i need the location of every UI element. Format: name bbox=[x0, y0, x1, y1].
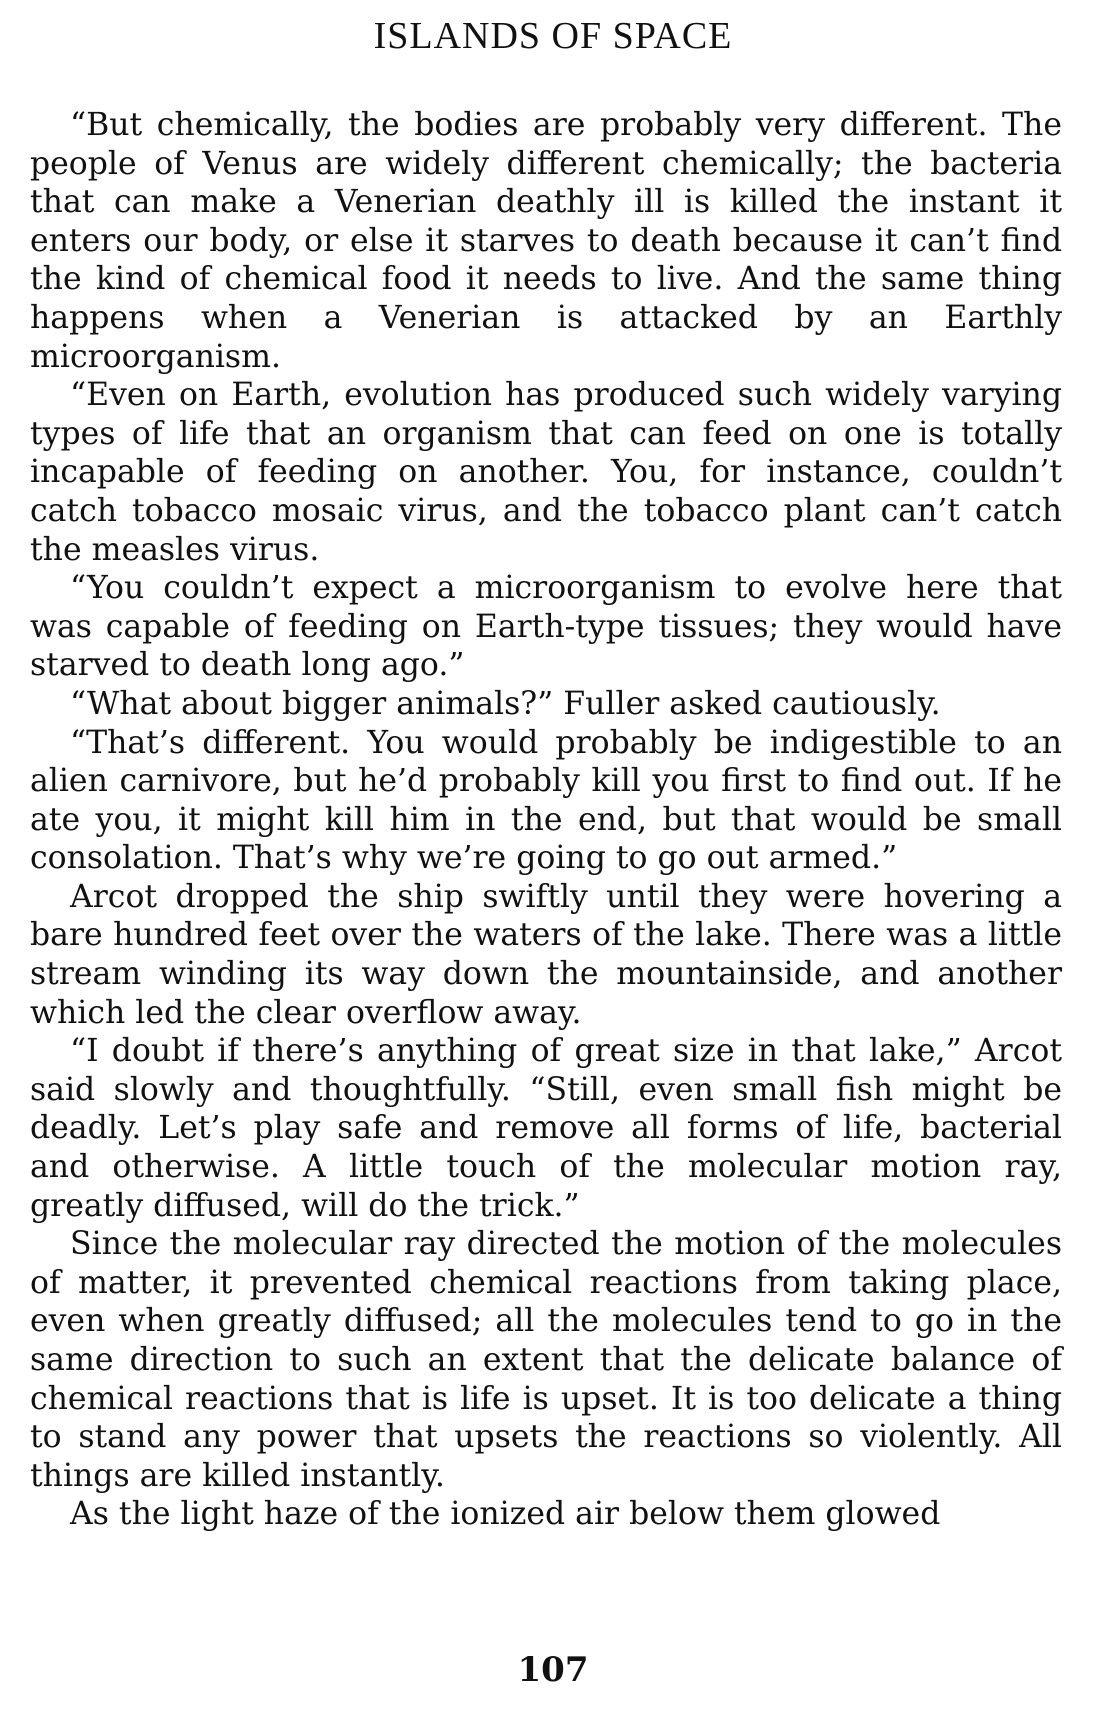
paragraph: “That’s different. You would probably be indigestible to an alien carnivore, but he’d probably kill you first to find out. If he ate you, it might kill him in the end, but that would be small consolation. That’s why we’re going to go out armed.” bbox=[30, 724, 1062, 877]
page-number: 107 bbox=[517, 1650, 589, 1690]
paragraph: As the light haze of the ionized air below them glowed bbox=[70, 1496, 941, 1533]
running-head: ISLANDS OF SPACE bbox=[373, 15, 733, 57]
body-text bbox=[30, 106, 1062, 1534]
paragraph: “You couldn’t expect a microorganism to evolve here that was capable of feeding on Earth-type tissues; they would have starved to death long ago.” bbox=[30, 570, 1062, 684]
paragraph: “What about bigger animals?” Fuller asked cautiously. bbox=[70, 685, 941, 722]
paragraph: Arcot dropped the ship swiftly until they were hovering a bare hundred feet over the waters of the lake. There was a little stream winding its way down the mountainside, and another which led the clear overflow away. bbox=[30, 878, 1062, 1031]
paragraph: “But chemically, the bodies are probably very different. The people of Venus are widely different chemically; the bacteria that can make a Venerian deathly ill is killed the instant it enters our body, or else it starves to death because it can’t find the kind of chemical food it needs to live. And the same thing happens when a Venerian is attacked by an Earthly microorganism. bbox=[30, 107, 1062, 375]
paragraph: Since the molecular ray directed the motion of the molecules of matter, it prevented chemical reactions from taking place, even when greatly diffused; all the molecules tend to go in the same direction to such an extent that the delicate balance of chemical reactions that is life is upset. It is too delicate a thing to stand any power that upsets the reactions so violently. All things are killed instantly. bbox=[30, 1226, 1062, 1494]
paragraph: “Even on Earth, evolution has produced such widely varying types of life that an organism that can feed on one is totally incapable of feeding on another. You, for instance, couldn’t catch tobacco mosaic virus, and the tobacco plant can’t catch the measles virus. bbox=[30, 377, 1062, 568]
paragraph: “I doubt if there’s anything of great size in that lake,” Arcot said slowly and thoughtfully. “Still, even small fish might be deadly. Let’s play safe and remove all forms of life, bacterial and otherwise. A little touch of the molecular motion ray, greatly diffused, will do the trick.” bbox=[30, 1033, 1062, 1224]
